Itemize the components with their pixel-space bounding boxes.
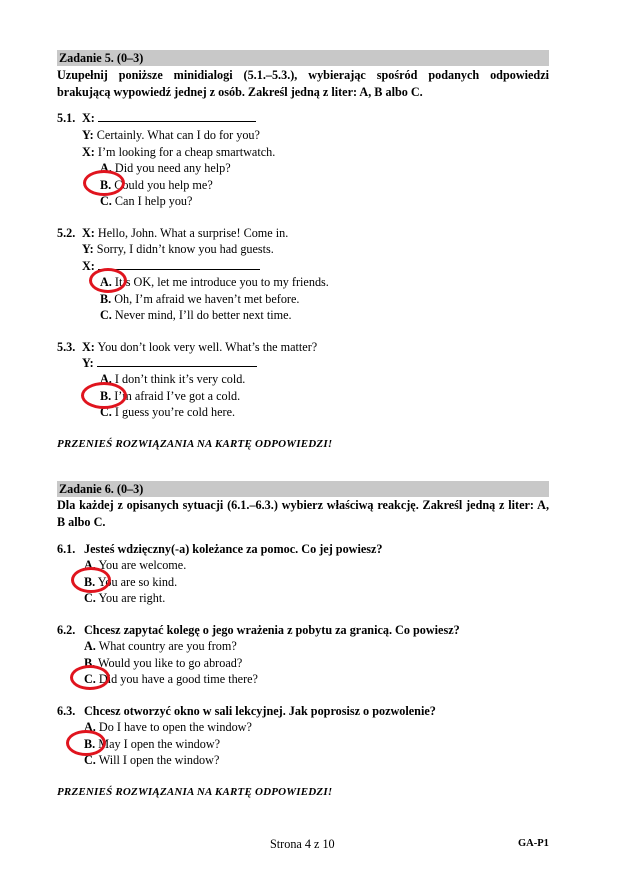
option-5-2-b[interactable] (100, 291, 299, 308)
task-5-instruction: Uzupełnij poniższe minidialogi (5.1.–5.3.), wybierając spośród podanych odpowiedzi brakującą wypowiedź jednej z osób. Zakreśl jedną z liter: A, B albo C. (57, 68, 549, 99)
task-6-instruction: Dla każdej z opisanych sytuacji (6.1.–6.3.) wybierz właściwą reakcję. Zakreśl jedną z liter: A, B albo C. (57, 498, 549, 529)
page-number: Strona 4 z 10 (270, 837, 335, 851)
speaker-label: Y: (82, 128, 94, 142)
dialogue-text: You don’t look very well. What’s the matter? (97, 340, 318, 354)
option-6-3-a[interactable] (84, 719, 252, 736)
question-5-3-line-1 (82, 339, 317, 356)
question-6-3-prompt: Chcesz otworzyć okno w sali lekcyjnej. Jak poprosisz o pozwolenie? (84, 704, 436, 718)
dialogue-text: Hello, John. What a surprise! Come in. (97, 226, 289, 240)
option-letter: A. (100, 372, 112, 386)
option-text: May I open the window? (98, 737, 221, 751)
option-text: Could you help me? (114, 178, 213, 192)
dialogue-text: Certainly. What can I do for you? (96, 128, 260, 142)
option-text: Did you have a good time there? (98, 672, 258, 686)
question-5-2-number: 5.2. (57, 226, 76, 240)
option-6-3-c[interactable] (84, 752, 219, 769)
task-6-header: Zadanie 6. (0–3) (57, 481, 549, 497)
speaker-label: X: (82, 340, 95, 354)
question-6-2-prompt: Chcesz zapytać kolegę o jego wrażenia z pobytu za granicą. Co powiesz? (84, 623, 460, 637)
dialogue-text: Sorry, I didn’t know you had guests. (96, 242, 274, 256)
option-letter: A. (84, 639, 96, 653)
question-5-1-line-3 (82, 144, 275, 161)
answer-circle-5-2 (89, 268, 127, 293)
option-text: Oh, I’m afraid we haven’t met before. (114, 292, 300, 306)
option-6-2-c[interactable] (84, 671, 258, 688)
answer-blank (98, 110, 256, 122)
option-text: Can I help you? (114, 194, 193, 208)
answer-circle-6-2 (70, 665, 110, 690)
option-letter: A. (100, 275, 112, 289)
option-letter: C. (84, 591, 96, 605)
question-5-1-line-1 (82, 110, 256, 127)
option-text: It’s OK, let me introduce you to my friends. (114, 275, 329, 289)
option-letter: C. (84, 753, 96, 767)
answer-blank (98, 258, 260, 270)
answer-circle-6-3 (66, 730, 106, 756)
speaker-label: X: (82, 111, 95, 125)
transfer-note-6: PRZENIEŚ ROZWIĄZANIA NA KARTĘ ODPOWIEDZI! (57, 786, 333, 798)
option-letter: C. (100, 194, 112, 208)
option-letter: A. (84, 558, 96, 572)
option-letter: B. (84, 656, 96, 670)
option-text: You are welcome. (98, 558, 187, 572)
option-text: I’m afraid I’ve got a cold. (114, 389, 241, 403)
speaker-label: Y: (82, 356, 94, 370)
question-6-1-prompt: Jesteś wdzięczny(-a) koleżance za pomoc. Co jej powiesz? (84, 542, 383, 556)
speaker-label: Y: (82, 242, 94, 256)
option-text: I guess you’re cold here. (114, 405, 236, 419)
option-letter: B. (100, 178, 112, 192)
option-text: You are right. (98, 591, 166, 605)
option-letter: B. (100, 389, 112, 403)
option-5-2-c[interactable] (100, 307, 292, 324)
dialogue-text: I’m looking for a cheap smartwatch. (97, 145, 276, 159)
option-text: Never mind, I’ll do better next time. (114, 308, 292, 322)
question-5-1-line-2 (82, 127, 260, 144)
option-letter: B. (84, 737, 96, 751)
option-5-2-a[interactable] (100, 274, 329, 291)
exam-code: GA-P1 (518, 838, 549, 849)
question-5-3-line-2 (82, 355, 257, 372)
question-6-1-number: 6.1. (57, 542, 76, 556)
option-letter: B. (84, 575, 96, 589)
answer-blank (97, 355, 257, 367)
option-text: I don’t think it’s very cold. (114, 372, 246, 386)
answer-circle-5-3 (81, 382, 127, 409)
option-5-1-c[interactable] (100, 193, 192, 210)
option-text: Did you need any help? (114, 161, 231, 175)
question-5-3-number: 5.3. (57, 340, 76, 354)
question-6-2-number: 6.2. (57, 623, 76, 637)
option-letter: A. (84, 720, 96, 734)
speaker-label: X: (82, 259, 95, 273)
option-text: Will I open the window? (98, 753, 220, 767)
option-letter: A. (100, 161, 112, 175)
option-6-2-b[interactable] (84, 655, 242, 672)
option-5-3-a[interactable] (100, 371, 245, 388)
task-5-header: Zadanie 5. (0–3) (57, 50, 549, 66)
option-text: You are so kind. (97, 575, 178, 589)
answer-circle-6-1 (71, 567, 111, 593)
option-5-3-c[interactable] (100, 404, 235, 421)
transfer-note-5: PRZENIEŚ ROZWIĄZANIA NA KARTĘ ODPOWIEDZI! (57, 438, 333, 450)
question-5-1-number: 5.1. (57, 111, 76, 125)
speaker-label: X: (82, 145, 95, 159)
option-text: Would you like to go abroad? (98, 656, 243, 670)
option-letter: C. (100, 405, 112, 419)
option-text: Do I have to open the window? (98, 720, 252, 734)
question-5-2-line-2 (82, 241, 274, 258)
question-6-3-number: 6.3. (57, 704, 76, 718)
speaker-label: X: (82, 226, 95, 240)
option-letter: C. (100, 308, 112, 322)
option-text: What country are you from? (98, 639, 237, 653)
option-letter: B. (100, 292, 112, 306)
answer-circle-5-1 (83, 170, 125, 196)
option-6-2-a[interactable] (84, 638, 237, 655)
option-letter: C. (84, 672, 96, 686)
question-5-2-line-1 (82, 225, 288, 242)
